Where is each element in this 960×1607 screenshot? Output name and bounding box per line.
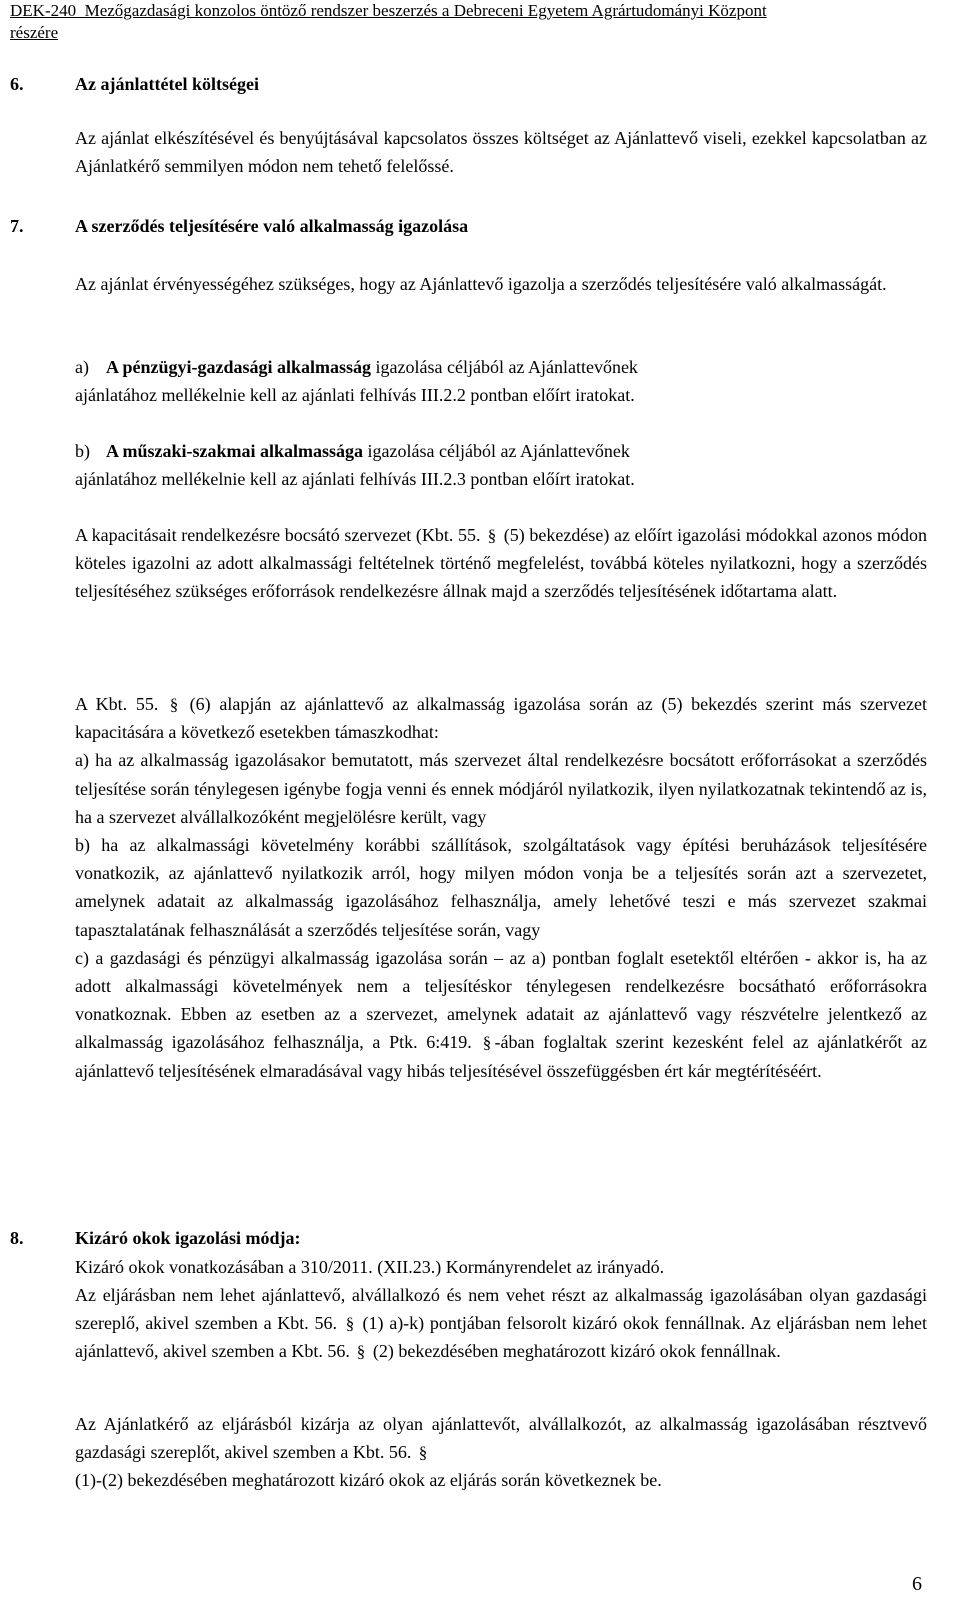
capacity-text-2: (5) bekezdése) az előírt igazolási módokkal azonos módon köteles igazolni az adott alkalmassági feltételnek történő megfelelést, továbbá köteles nyilatkozni, hogy a szerződés teljesítéséhez szükséges erőforrások rendelkezésre állnak majd a szerződés teljesítésének időtartama alatt.: [75, 525, 927, 601]
header-line-1: DEK-240_Mezőgazdasági konzolos öntöző rendszer beszerzés a Debreceni Egyetem Agrártudományi Központ: [10, 1, 767, 20]
section-8-text-1: Az eljárásban nem lehet ajánlattevő, alvállalkozó és nem vehet részt az alkalmasság igazolásában olyan gazdasági szereplő, akivel szemben a Kbt. 56.: [75, 1285, 927, 1333]
item-b-bold: A műszaki-szakmai alkalmassága: [106, 441, 364, 461]
item-a-label: a): [75, 357, 89, 377]
case-c-text-2: -ában foglaltak szerint kezesként felel az ajánlatkérőt az ajánlattevő teljesítésének elmaradásával vagy hibás teljesítésével összefüggésben ért kár megtérítéséért.: [75, 1032, 928, 1081]
section-8-title: Kizáró okok igazolási módja:: [75, 1228, 301, 1248]
section-8-text-2: (1) a)-k) pontjában felsorolt kizáró okok fennállnak. Az eljárásban nem lehet ajánlattevő, akivel szemben a Kbt. 56.: [75, 1313, 927, 1361]
kbt-text-1: A Kbt. 55.: [75, 694, 159, 714]
item-a-text-2: ajánlatához mellékelnie kell az ajánlati felhívás III.2.2 pontban előírt iratokat.: [75, 385, 635, 405]
svg-text:§: §: [483, 1033, 492, 1052]
section-8-number: 8.: [10, 1228, 24, 1248]
section-sign-icon: [343, 1314, 357, 1332]
section-7-title: A szerződés teljesítésére való alkalmasság igazolása: [75, 216, 469, 236]
svg-text:§: §: [418, 1443, 428, 1461]
section-8-text: [75, 1253, 927, 1365]
section-7-intro: Az ajánlat érvényességéhez szükséges, hogy az Ajánlattevő igazolja a szerződés teljesítésére való alkalmasságát.: [75, 274, 887, 294]
section-6-number: 6.: [10, 74, 24, 94]
final-text-1: Az Ajánlatkérő az eljárásból kizárja az olyan ajánlattevőt, alvállalkozót, az alkalmasság igazolásában résztvevő gazdasági szereplőt, akivel szemben a Kbt. 56.: [75, 1414, 927, 1462]
section-6-heading: [10, 72, 259, 96]
case-b-text: b) ha az alkalmassági követelmény korábbi szállítások, szolgáltatások vagy építési beruházások teljesítésére vonatkozik, az ajánlattevő nyilatkozik arról, hogy milyen módon vonja be a teljesítés során azt a szervezetet, amelynek adatait az alkalmasság igazolásához felhasználja, amely lehetővé teszi e más szervezet szakmai tapasztalatának felhasználását a szerződés teljesítése során, vagy: [75, 835, 927, 940]
page-header: [10, 0, 945, 44]
kbt-text-2: (6) alapján az ajánlattevő az alkalmasság igazolása során az (5) bekezdés szerint más szervezet kapacitására a következő esetekben támaszkodhat:: [75, 694, 927, 743]
final-text-2: (1)-(2) bekezdésében meghatározott kizáró okok az eljárás során következnek be.: [75, 1470, 662, 1490]
case-c-text-1: c) a gazdasági és pénzügyi alkalmasság igazolása során – az a) pontban foglalt esetektől eltérően - akkor is, ha az adott alkalmassági követelmények nem a teljesítéskor ténylegesen rendelkezésre bocsátható erőforrásokra vonatkoznak. Ebben az esetben az a szervezet, amelynek adatait az ajánlattevő vagy részvételre jelentkező az alkalmasság igazolásához felhasználja, a Ptk. 6:419.: [75, 947, 927, 1053]
section-7-item-b: [75, 437, 927, 493]
section-7-heading: [10, 214, 468, 238]
section-8-text-3: (2) bekezdésében meghatározott kizáró okok fennállnak.: [368, 1341, 781, 1361]
page-number: 6: [912, 1573, 922, 1595]
section-6-text: Az ajánlat elkészítésével és benyújtásával kapcsolatos összes költséget az Ajánlattevő viseli, ezekkel kapcsolatban az Ajánlatkérő semmilyen módon nem tehető felelőssé.: [75, 128, 927, 176]
svg-text:§: §: [345, 1314, 355, 1332]
item-a-bold: A pénzügyi-gazdasági alkalmasság: [106, 357, 372, 377]
svg-text:§: §: [357, 1342, 366, 1360]
section-8-final-paragraph: [75, 1410, 927, 1494]
section-7-number: 7.: [10, 216, 24, 236]
section-6-title: Az ajánlattétel költségei: [75, 74, 259, 94]
header-line-2: részére: [10, 23, 59, 42]
svg-text:§: §: [487, 526, 497, 544]
item-b-label: b): [75, 441, 90, 461]
capacity-text-1: A kapacitásait rendelkezésre bocsátó szervezet (Kbt. 55.: [75, 525, 481, 545]
section-sign-icon: [480, 1033, 494, 1051]
section-sign-icon: [416, 1443, 430, 1461]
section-8-heading: [10, 1226, 301, 1250]
item-a-text-1: igazolása céljából az Ajánlattevőnek: [371, 357, 638, 377]
case-a-text: a) ha az alkalmasság igazolásakor bemutatott, más szervezet által rendelkezésre bocsátott erőforrásokat a szerződés teljesítése során ténylegesen igénybe fogja venni és ennek módjáról nyilatkozik, ilyen nyilatkozatnak tekintendő az is, ha a szervezet alvállalkozóként megjelölésre került, vagy: [75, 750, 927, 827]
svg-text:§: §: [169, 695, 179, 713]
section-7-item-a: [75, 353, 927, 409]
item-b-text-1: igazolása céljából az Ajánlattevőnek: [363, 441, 630, 461]
section-sign-icon: [167, 695, 181, 713]
section-8-line-1: Kizáró okok vonatkozásában a 310/2011. (XII.23.) Kormányrendelet az irányadó.: [75, 1257, 665, 1277]
section-7-kbt-paragraph: [75, 690, 927, 1085]
section-7-capacity: [75, 521, 927, 605]
item-b-text-2: ajánlatához mellékelnie kell az ajánlati felhívás III.2.3 pontban előírt iratokat.: [75, 469, 635, 489]
section-sign-icon: [485, 526, 499, 544]
section-sign-icon: [354, 1342, 368, 1360]
